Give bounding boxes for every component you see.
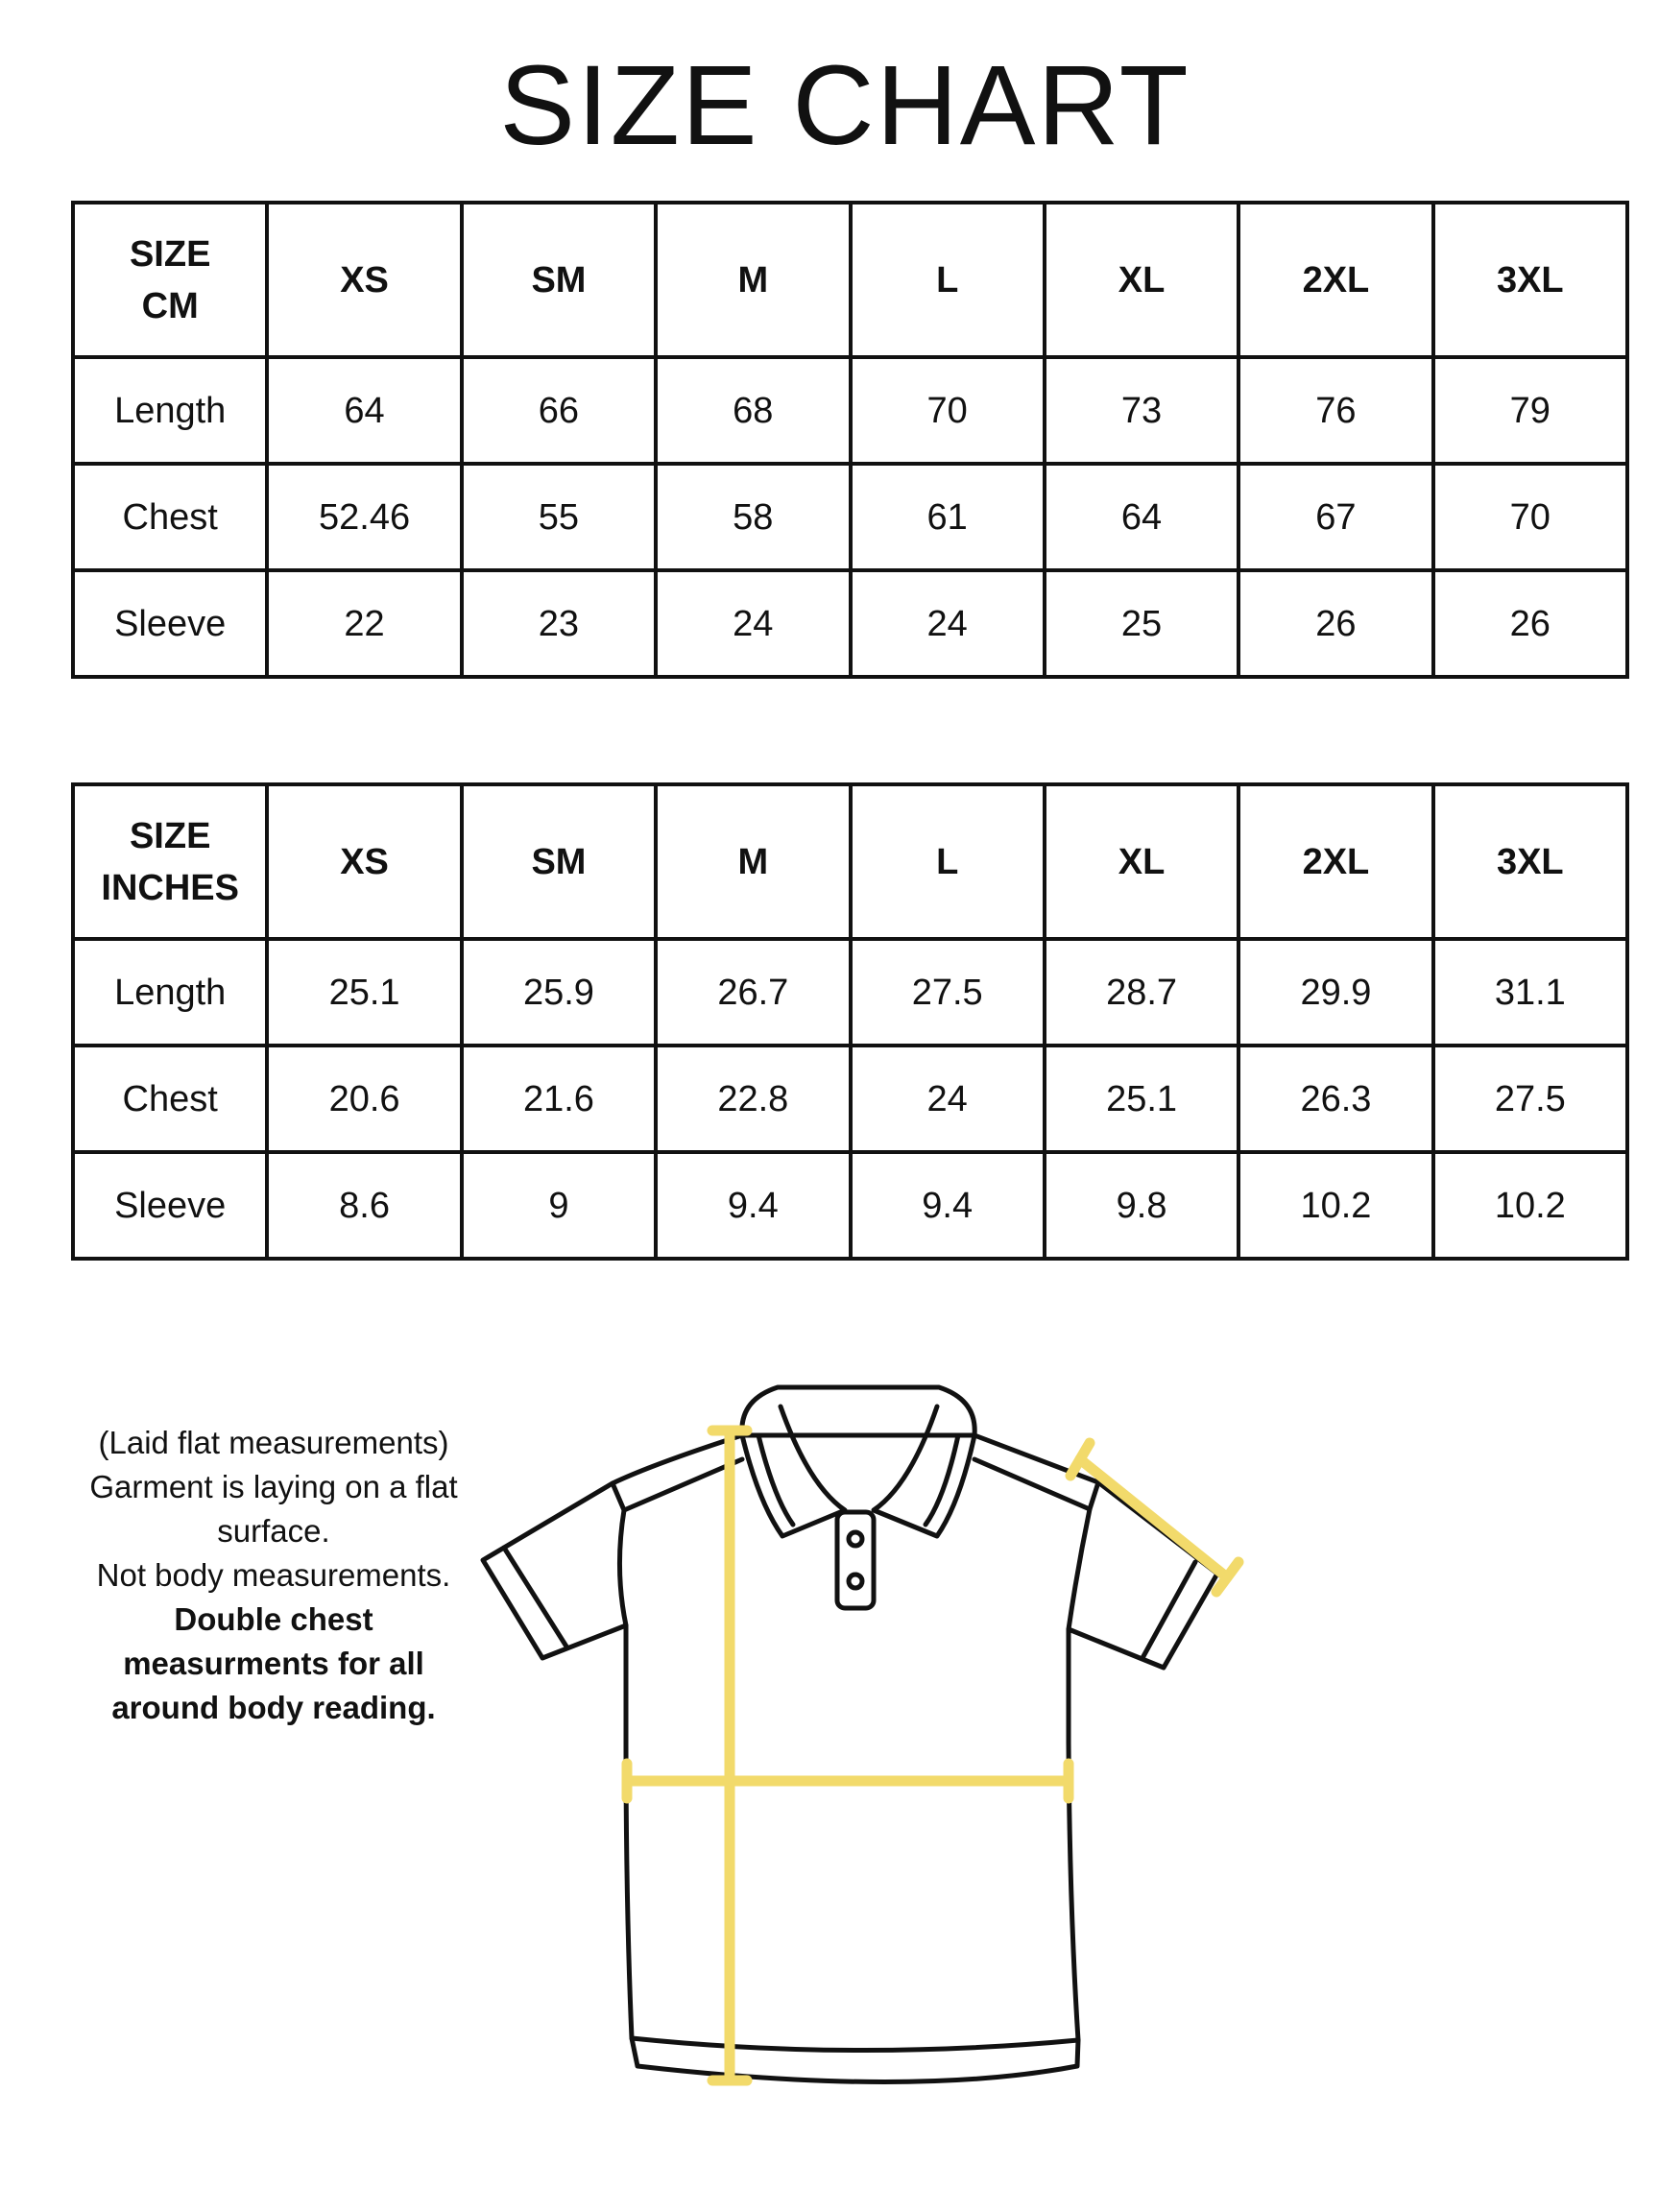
- table-row-sleeve: [73, 1152, 1627, 1259]
- table-cell: 9.4: [851, 1152, 1045, 1259]
- table-row-chest: [73, 464, 1627, 570]
- note-bold-line: measurments for all: [123, 1646, 424, 1681]
- size-header-sm: SM: [462, 203, 656, 357]
- table-cell: 20.6: [267, 1046, 461, 1152]
- placket: [837, 1512, 874, 1608]
- table-cell: 24: [656, 570, 850, 677]
- table-cell: 66: [462, 357, 656, 464]
- note-bold-line: around body reading.: [111, 1690, 436, 1725]
- right-collar-point: [874, 1407, 974, 1536]
- row-label: Length: [73, 939, 267, 1046]
- table-cell: 61: [851, 464, 1045, 570]
- table-cell: 10.2: [1433, 1152, 1627, 1259]
- table-cell: 10.2: [1238, 1152, 1432, 1259]
- table-cell: 55: [462, 464, 656, 570]
- table-cell: 24: [851, 1046, 1045, 1152]
- sleeve-guide-line: [1080, 1459, 1227, 1577]
- table-cell: 26: [1238, 570, 1432, 677]
- table-cell: 23: [462, 570, 656, 677]
- row-label: Sleeve: [73, 1152, 267, 1259]
- table-cell: 9.8: [1045, 1152, 1238, 1259]
- note-line: Garment is laying on a flat: [89, 1469, 458, 1504]
- table-row-chest: [73, 1046, 1627, 1152]
- table-cell: 25.9: [462, 939, 656, 1046]
- note-bold-line: Double chest: [174, 1601, 373, 1637]
- size-header-2xl: 2XL: [1238, 203, 1432, 357]
- row-label: Sleeve: [73, 570, 267, 677]
- unit-label: INCHES: [101, 867, 239, 908]
- size-header-xs: XS: [267, 784, 461, 939]
- size-header-m: M: [656, 784, 850, 939]
- table-cell: 67: [1238, 464, 1432, 570]
- table-cell: 27.5: [851, 939, 1045, 1046]
- size-header-l: L: [851, 784, 1045, 939]
- unit-header-cell: [73, 784, 267, 939]
- table-cell: 26: [1433, 570, 1627, 677]
- measurement-note: [38, 1421, 509, 1730]
- table-cell: 58: [656, 464, 850, 570]
- table-cell: 22.8: [656, 1046, 850, 1152]
- table-row-sleeve: [73, 570, 1627, 677]
- hem-band: [632, 2038, 1078, 2051]
- unit-label: CM: [141, 285, 199, 326]
- size-header-row: [73, 784, 1627, 939]
- left-shoulder-seam: [613, 1459, 742, 1510]
- table-cell: 27.5: [1433, 1046, 1627, 1152]
- table-cell: 22: [267, 570, 461, 677]
- table-cell: 21.6: [462, 1046, 656, 1152]
- placket-button-top: [849, 1532, 862, 1546]
- size-header-label: SIZE: [129, 815, 211, 856]
- table-cell: 29.9: [1238, 939, 1432, 1046]
- polo-shirt-icon: [470, 1368, 1286, 2117]
- table-cell: 9.4: [656, 1152, 850, 1259]
- size-header-m: M: [656, 203, 850, 357]
- size-header-xl: XL: [1045, 784, 1238, 939]
- table-cell: 64: [267, 357, 461, 464]
- left-collar-stitch: [758, 1435, 793, 1525]
- page-title: SIZE CHART: [499, 42, 1190, 169]
- right-armhole-seam: [1069, 1509, 1090, 1629]
- measurement-guides: [627, 1431, 1238, 2080]
- table-cell: 73: [1045, 357, 1238, 464]
- table-cell: 25: [1045, 570, 1238, 677]
- size-header-3xl: 3XL: [1433, 784, 1627, 939]
- row-label: Chest: [73, 1046, 267, 1152]
- left-armhole-seam: [619, 1510, 626, 1625]
- left-collar-point: [742, 1407, 845, 1536]
- note-line: surface.: [217, 1513, 330, 1549]
- table-cell: 52.46: [267, 464, 461, 570]
- table-cell: 31.1: [1433, 939, 1627, 1046]
- table-cell: 26.7: [656, 939, 850, 1046]
- size-header-l: L: [851, 203, 1045, 357]
- right-sleeve-cuff: [1142, 1562, 1195, 1658]
- table-cell: 68: [656, 357, 850, 464]
- size-header-xl: XL: [1045, 203, 1238, 357]
- left-sleeve-cuff: [504, 1548, 566, 1647]
- row-label: Chest: [73, 464, 267, 570]
- table-cell: 25.1: [267, 939, 461, 1046]
- table-cell: 76: [1238, 357, 1432, 464]
- table-row-length: [73, 357, 1627, 464]
- size-header-label: SIZE: [129, 233, 211, 275]
- size-table-inches: [71, 782, 1629, 1261]
- table-cell: 26.3: [1238, 1046, 1432, 1152]
- size-header-3xl: 3XL: [1433, 203, 1627, 357]
- table-cell: 8.6: [267, 1152, 461, 1259]
- unit-header-cell: [73, 203, 267, 357]
- size-header-row: [73, 203, 1627, 357]
- note-line: Not body measurements.: [96, 1557, 451, 1593]
- table-cell: 70: [851, 357, 1045, 464]
- collar-band: [742, 1387, 974, 1435]
- table-cell: 25.1: [1045, 1046, 1238, 1152]
- row-label: Length: [73, 357, 267, 464]
- note-line: (Laid flat measurements): [98, 1425, 449, 1460]
- size-header-sm: SM: [462, 784, 656, 939]
- table-cell: 24: [851, 570, 1045, 677]
- table-cell: 79: [1433, 357, 1627, 464]
- table-cell: 64: [1045, 464, 1238, 570]
- size-header-xs: XS: [267, 203, 461, 357]
- table-cell: 28.7: [1045, 939, 1238, 1046]
- table-cell: 9: [462, 1152, 656, 1259]
- placket-button-bottom: [849, 1575, 862, 1588]
- table-row-length: [73, 939, 1627, 1046]
- size-header-2xl: 2XL: [1238, 784, 1432, 939]
- size-table-cm: [71, 201, 1629, 679]
- garment-outline: [483, 1387, 1217, 2082]
- table-cell: 70: [1433, 464, 1627, 570]
